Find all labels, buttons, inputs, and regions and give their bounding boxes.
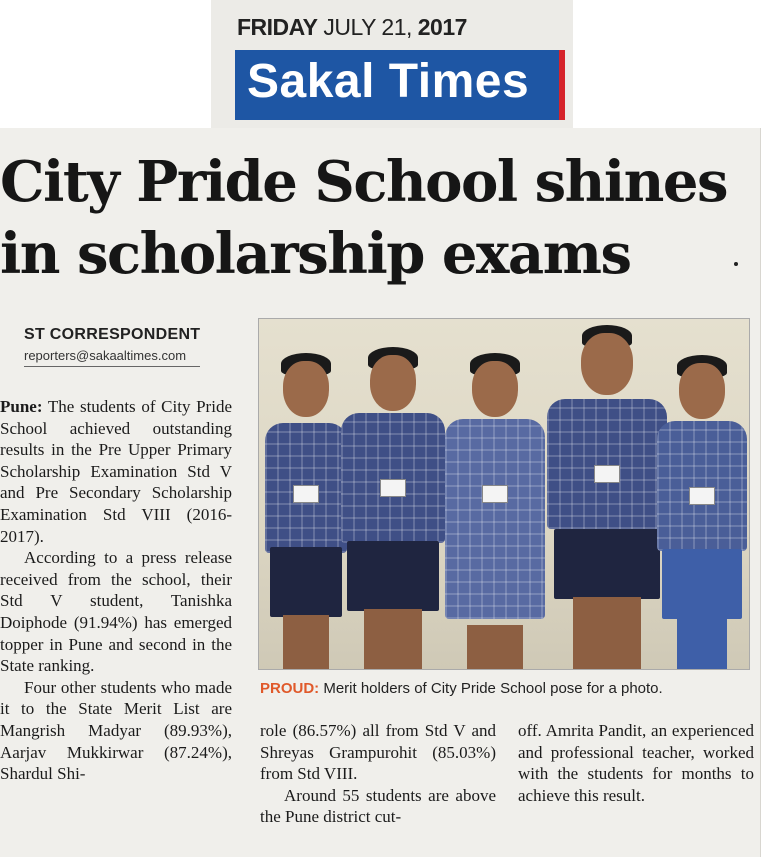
caption-kicker: PROUD: bbox=[260, 680, 320, 697]
paragraph: Four other students who made it to the State Merit List are Mangrish Madyar (89.93%), Aarjav Mukkirwar (87.24%), Shardul Shi- bbox=[0, 677, 232, 784]
photo-caption bbox=[260, 680, 663, 697]
dateline: Pune: bbox=[0, 397, 43, 416]
issue-year: 2017 bbox=[417, 14, 467, 40]
masthead bbox=[211, 0, 573, 130]
byline-email: reporters@sakaaltimes.com bbox=[24, 348, 200, 367]
student-figure bbox=[445, 357, 545, 669]
issue-day: FRIDAY bbox=[237, 14, 318, 40]
issue-date-text: JULY 21, bbox=[323, 14, 412, 40]
student-figure bbox=[341, 351, 445, 669]
paragraph: According to a press release received from the school, their Std V student, Tanishka Doiphode (91.94%) has emerged topper in Pune and second in the State ranking. bbox=[0, 548, 232, 676]
newspaper-name: Sakal Times bbox=[247, 55, 530, 108]
paragraph: off. Amrita Pandit, an experienced and professional teacher, worked with the students for months to achieve this result. bbox=[518, 721, 754, 805]
article-column-1 bbox=[0, 396, 232, 785]
article-column-3 bbox=[518, 720, 754, 806]
paragraph: Around 55 students are above the Pune district cut- bbox=[260, 785, 496, 827]
headline-line-2: in scholarship exams bbox=[0, 221, 631, 287]
paragraph-text: The students of City Pride School achieved outstanding results in the Pre Upper Primary Scholarship Examination Std V and Pre Secondary Scholarship Examination Std VIII (2016-2017). bbox=[0, 397, 232, 546]
issue-date bbox=[237, 14, 467, 41]
paragraph: role (86.57%) all from Std V and Shreyas Grampurohit (85.03%) from Std VIII. bbox=[260, 721, 496, 784]
byline bbox=[24, 326, 200, 367]
student-figure bbox=[657, 359, 747, 669]
print-mark bbox=[734, 262, 738, 266]
students-photo bbox=[258, 318, 750, 670]
newspaper-logo bbox=[235, 50, 565, 120]
byline-name: ST CORRESPONDENT bbox=[24, 326, 201, 343]
headline-line-1: City Pride School shines bbox=[0, 149, 728, 215]
caption-text: Merit holders of City Pride School pose for a photo. bbox=[319, 680, 663, 697]
article-column-2 bbox=[260, 720, 496, 828]
student-figure bbox=[265, 357, 347, 669]
paragraph bbox=[0, 396, 232, 547]
student-figure bbox=[547, 329, 667, 669]
